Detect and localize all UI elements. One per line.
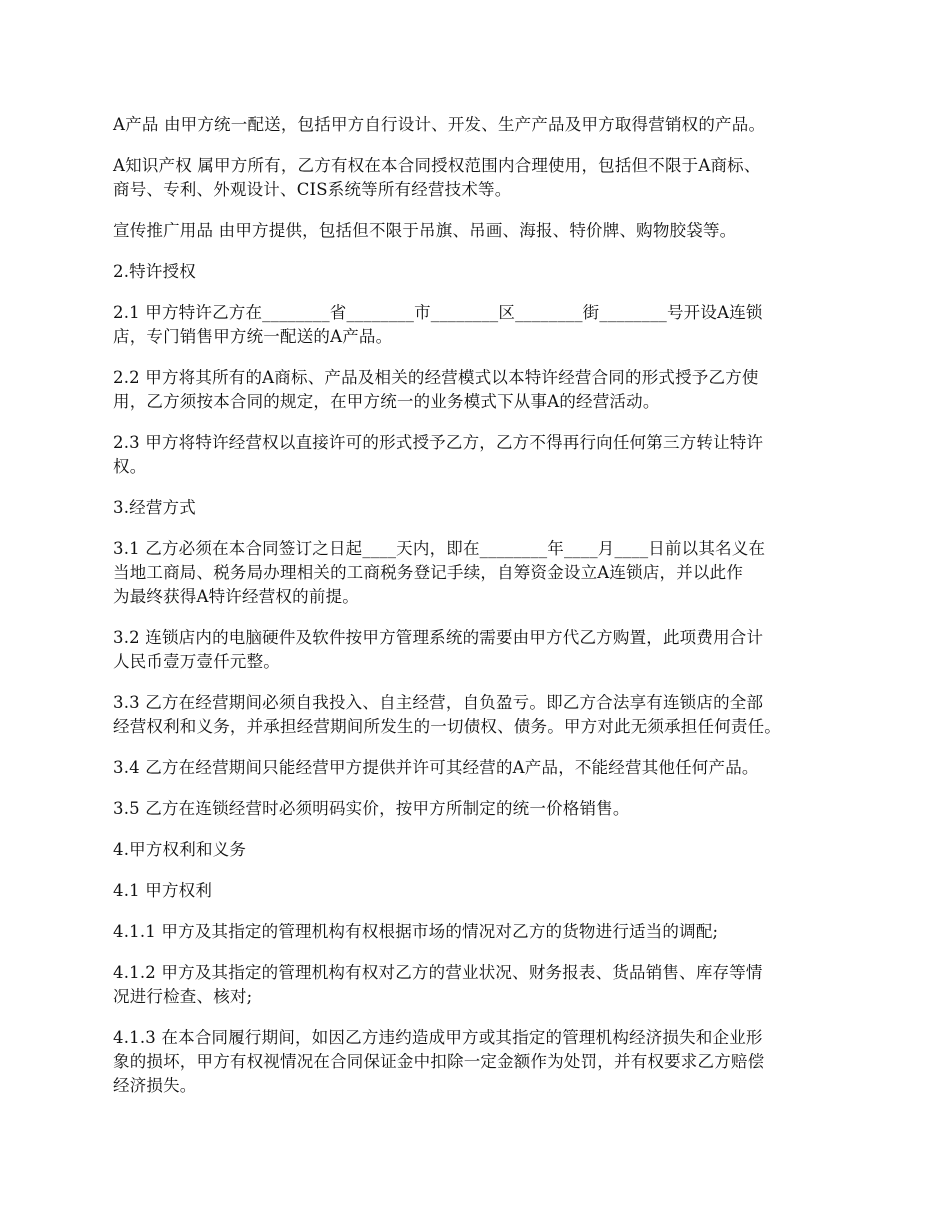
- paragraph-line: 店，专门销售甲方统一配送的A产品。: [113, 327, 393, 346]
- paragraph: [113, 1026, 853, 1098]
- paragraph: [113, 113, 853, 137]
- paragraph: [113, 301, 853, 349]
- document-body: [113, 113, 853, 1115]
- paragraph-line: 2.特许授权: [113, 262, 196, 281]
- paragraph-line: 2.2 甲方将其所有的A商标、产品及相关的经营模式以本特许经营合同的形式授予乙方使: [113, 368, 759, 387]
- paragraph: [113, 879, 853, 903]
- paragraph-line: 3.经营方式: [113, 498, 196, 517]
- paragraph-line: 人民币壹万壹仟元整。: [113, 652, 280, 671]
- paragraph: [113, 537, 853, 609]
- paragraph-line: 3.2 连锁店内的电脑硬件及软件按甲方管理系统的需要由甲方代乙方购置，此项费用合计: [113, 628, 764, 647]
- paragraph-line: 3.5 乙方在连锁经营时必须明码实价，按甲方所制定的统一价格销售。: [113, 799, 630, 818]
- paragraph-line: 4.甲方权利和义务: [113, 840, 247, 859]
- paragraph-line: 2.1 甲方特许乙方在________省________市________区________街________号开设A连锁: [113, 303, 763, 322]
- paragraph-line: A知识产权 属甲方所有，乙方有权在本合同授权范围内合理使用，包括但不限于A商标、: [113, 156, 761, 175]
- paragraph-line: 3.4 乙方在经营期间只能经营甲方提供并许可其经营的A产品，不能经营其他任何产品。: [113, 758, 759, 777]
- paragraph-line: 4.1.2 甲方及其指定的管理机构有权对乙方的营业状况、财务报表、货品销售、库存等情: [113, 963, 763, 982]
- paragraph: [113, 756, 853, 780]
- paragraph-line: 4.1 甲方权利: [113, 881, 213, 900]
- paragraph: [113, 431, 853, 479]
- paragraph-line: 商号、专利、外观设计、CIS系统等所有经营技术等。: [113, 180, 512, 199]
- paragraph-line: 为最终获得A特许经营权的前提。: [113, 587, 359, 606]
- paragraph-line: 经济损失。: [113, 1076, 197, 1095]
- paragraph: [113, 961, 853, 1009]
- paragraph: [113, 260, 853, 284]
- paragraph-line: 4.1.1 甲方及其指定的管理机构有权根据市场的情况对乙方的货物进行适当的调配;: [113, 922, 719, 941]
- paragraph: [113, 626, 853, 674]
- paragraph: [113, 691, 853, 739]
- paragraph: [113, 838, 853, 862]
- paragraph: [113, 366, 853, 414]
- paragraph: [113, 797, 853, 821]
- paragraph-line: 3.3 乙方在经营期间必须自我投入、自主经营，自负盈亏。即乙方合法享有连锁店的全部: [113, 693, 764, 712]
- paragraph-line: A产品 由甲方统一配送，包括甲方自行设计、开发、生产产品及甲方取得营销权的产品。: [113, 115, 766, 134]
- paragraph-line: 用，乙方须按本合同的规定，在甲方统一的业务模式下从事A的经营活动。: [113, 392, 660, 411]
- paragraph-line: 象的损坏，甲方有权视情况在合同保证金中扣除一定金额作为处罚，并有权要求乙方赔偿: [113, 1052, 765, 1071]
- paragraph-line: 2.3 甲方将特许经营权以直接许可的形式授予乙方，乙方不得再行向任何第三方转让特许: [113, 433, 764, 452]
- paragraph-line: 4.1.3 在本合同履行期间，如因乙方违约造成甲方或其指定的管理机构经济损失和企业形: [113, 1028, 763, 1047]
- paragraph: [113, 496, 853, 520]
- paragraph: [113, 154, 853, 202]
- paragraph-line: 经营权利和义务，并承担经营期间所发生的一切债权、债务。甲方对此无须承担任何责任。: [113, 717, 781, 736]
- paragraph: [113, 219, 853, 243]
- paragraph-line: 况进行检查、核对;: [113, 987, 253, 1006]
- paragraph-line: 当地工商局、税务局办理相关的工商税务登记手续，自筹资金设立A连锁店，并以此作: [113, 563, 744, 582]
- paragraph-line: 权。: [113, 457, 147, 476]
- paragraph: [113, 920, 853, 944]
- paragraph-line: 宣传推广用品 由甲方提供，包括但不限于吊旗、吊画、海报、特价牌、购物胶袋等。: [113, 221, 737, 240]
- paragraph-line: 3.1 乙方必须在本合同签订之日起____天内，即在________年____月____日前以其名义在: [113, 539, 766, 558]
